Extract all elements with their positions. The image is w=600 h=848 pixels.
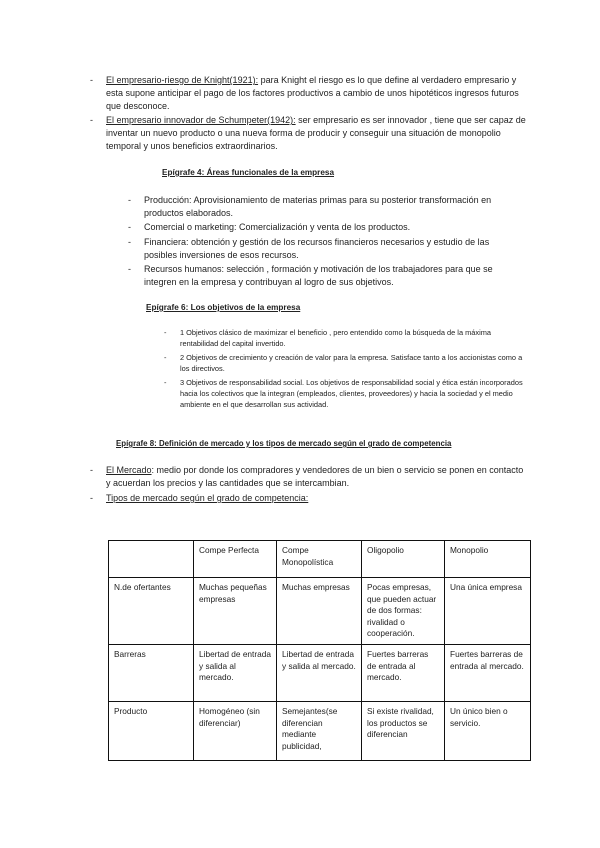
table-cell: Fuertes barreras de entrada al mercado. [362,644,445,701]
tipos-mercado: - Tipos de mercado según el grado de competencia: [90,492,530,505]
row-label: Producto [109,701,194,760]
table-header-row [109,541,531,578]
table-cell: Si existe rivalidad, los productos se diferencian [362,701,445,760]
table-cell: Un único bien o servicio. [445,701,531,760]
mercado-definition: - El Mercado: medio por donde los compradores y vendedores de un bien o servicio se ponen en contacto y acuerdan los precios y las cantidades que se intercambian. [90,465,524,489]
area-text: Financiera: obtención y gestión de los recursos financieros necesarios y estudio de las posibles inversiones de esos recursos. [144,237,490,261]
knight-text: para Knight el riesgo es lo que define al verdadero empresario y esta supone anticipar el pago de los factores productivos a cambio de unos hipotéticos ingresos futuros que desconoce. [106,75,519,112]
objective-text: 2 Objetivos de crecimiento y creación de valor para la empresa. Satisface tanto a los accionistas como a los directivos. [180,353,523,373]
row-label: N.de ofertantes [109,578,194,645]
table-row [109,701,531,760]
table-cell: Muchas pequeñas empresas [194,578,277,645]
schumpeter-text: ser empresario es ser innovador , tiene que ser capaz de inventar un nuevo producto o una nueva forma de producir y conseguir una situación de monopolio temporal y unos beneficios extraordinarios. [106,115,526,152]
section8-heading: Epígrafe 8: Definición de mercado y los tipos de mercado según el grado de competencia [116,439,452,448]
table-row [109,644,531,701]
tipos-label: Tipos de mercado según el grado de competencia: [106,493,309,503]
table-cell: Libertad de entrada y salida al mercado. [194,644,277,701]
objective-text: 1 Objetivos clásico de maximizar el beneficio , pero entendido como la búsqueda de la máxima rentabilidad del capital invertido. [180,328,491,348]
table-cell: Pocas empresas, que pueden actuar de dos formas: rivalidad o cooperación. [362,578,445,645]
mercado-term: El Mercado [106,465,152,475]
area-item: - Financiera: obtención y gestión de los recursos financieros necesarios y estudio de las posibles inversiones de esos recursos. [128,236,524,262]
area-text: Producción: Aprovisionamiento de materias primas para su posterior transformación en productos elaborados. [144,195,492,219]
bullet-dash: - [90,75,93,85]
area-item: - Producción: Aprovisionamiento de materias primas para su posterior transformación en productos elaborados. [128,194,524,220]
knight-term: El empresario-riesgo de Knight(1921): [106,75,259,85]
objective-item: - 2 Objetivos de crecimiento y creación de valor para la empresa. Satisface tanto a los accionistas como a los directivos. [164,352,530,374]
bullet-knight [90,74,530,114]
table-row [109,578,531,645]
table-cell: Muchas empresas [277,578,362,645]
area-text: Comercial o marketing: Comercialización y venta de los productos. [144,222,411,232]
area-item: - Comercial o marketing: Comercialización y venta de los productos. [128,221,524,234]
schumpeter-term: El empresario innovador de Schumpeter(1942): [106,115,296,125]
bullet-schumpeter [90,114,530,154]
table-header-cell [109,541,194,578]
area-text: Recursos humanos: selección , formación y motivación de los trabajadores para que se integren en la empresa y contribuyan al logro de sus objetivos. [144,264,493,288]
market-types-table [108,540,531,761]
table-header-cell: Monopolio [445,541,531,578]
table-cell: Semejantes(se diferencian mediante publicidad, [277,701,362,760]
objective-text: 3 Objetivos de responsabilidad social. Los objetivos de responsabilidad social y ética están incorporados hacia los colectivos que la integran (empleados, clientes, proveedores) y hacia la sociedad y el medio ambiente en el que desarrollan sus actividad. [180,378,523,409]
section6-heading: Epígrafe 6: Los objetivos de la empresa [146,303,301,312]
mercado-text: : medio por donde los compradores y vendedores de un bien o servicio se ponen en contacto y acuerdan los precios y las cantidades que se intercambian. [106,465,524,489]
bullet-dash: - [90,115,93,125]
section4-heading: Epígrafe 4: Áreas funcionales de la empresa [162,168,335,177]
table-cell: Una única empresa [445,578,531,645]
area-item: - Recursos humanos: selección , formación y motivación de los trabajadores para que se integren en la empresa y contribuyan al logro de sus objetivos. [128,263,524,289]
table-cell: Homogéneo (sin diferenciar) [194,701,277,760]
table-cell: Fuertes barreras de entrada al mercado. [445,644,531,701]
table-header-cell: Compe Perfecta [194,541,277,578]
table-header-cell: Compe Monopolística [277,541,362,578]
table-header-cell: Oligopolio [362,541,445,578]
objective-item: - 3 Objetivos de responsabilidad social. Los objetivos de responsabilidad social y ética están incorporados hacia los colectivos que la integran (empleados, clientes, proveedores) y hacia la sociedad y el medio ambiente en el que desarrollan sus actividad. [164,377,530,410]
row-label: Barreras [109,644,194,701]
table-cell: Libertad de entrada y salida al mercado. [277,644,362,701]
objective-item: - 1 Objetivos clásico de maximizar el beneficio , pero entendido como la búsqueda de la máxima rentabilidad del capital invertido. [164,327,530,349]
